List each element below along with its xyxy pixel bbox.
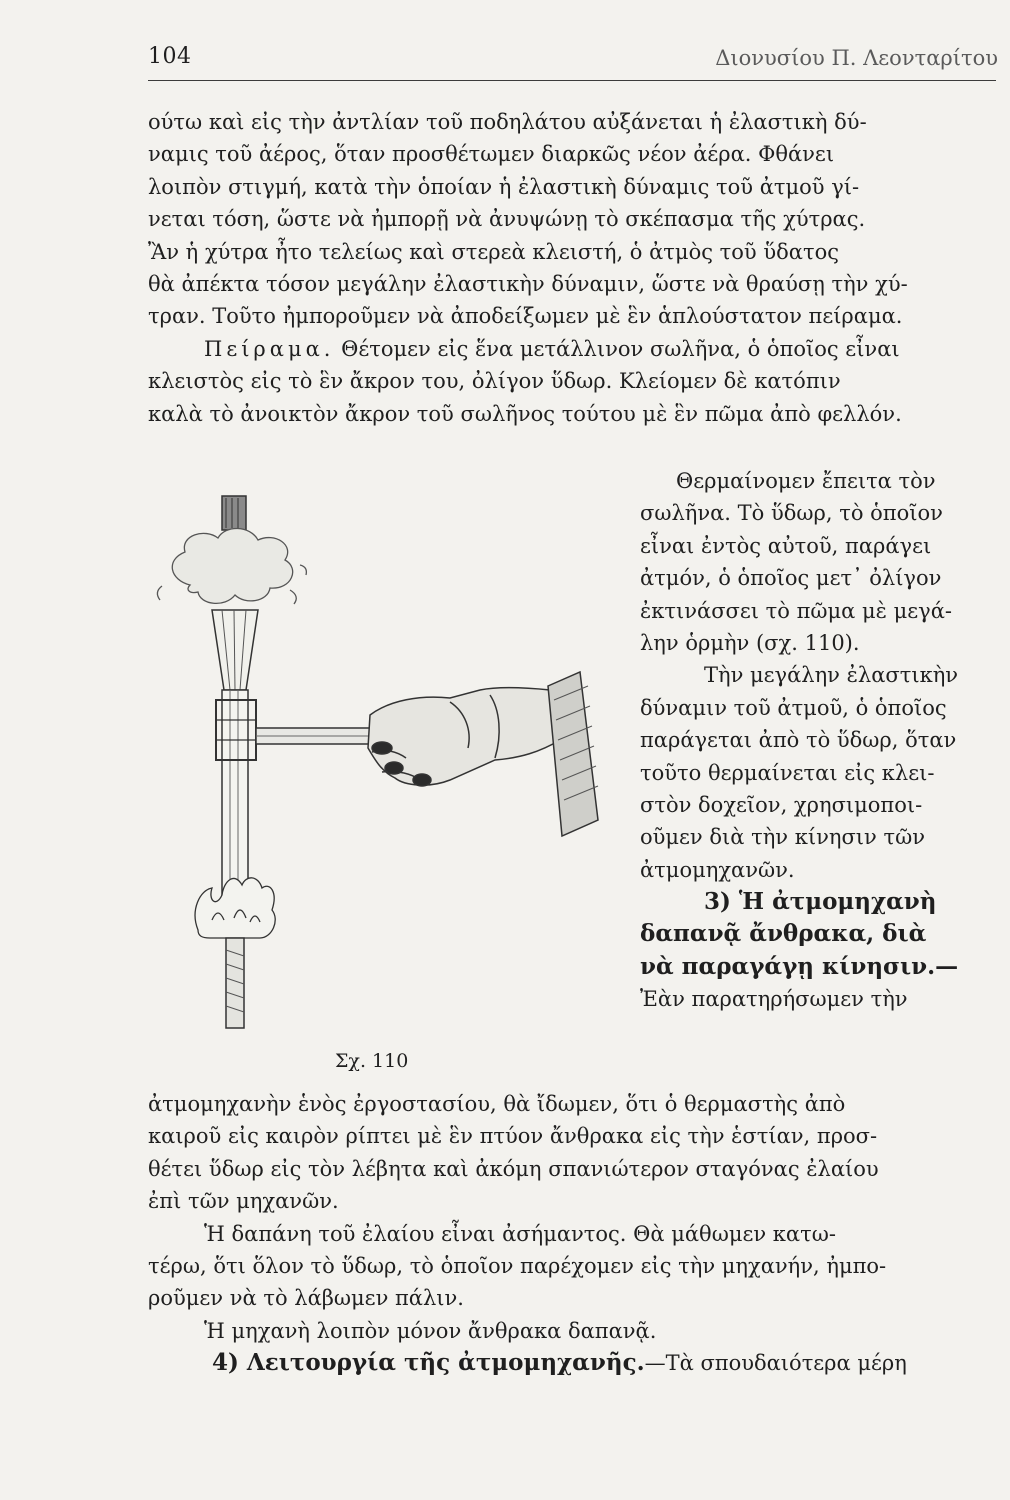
text-line: νεται τόση, ὥστε νὰ ἠμπορῇ νὰ ἀνυψώνῃ τὸ σκέπασμα τῆς χύτρας. bbox=[148, 207, 866, 232]
burner-wick bbox=[226, 938, 244, 1028]
text-line: σωλῆνα. Τὸ ὕδωρ, τὸ ὁποῖον bbox=[640, 501, 943, 526]
section-4-text: —Τὰ σπουδαιότερα μέρη bbox=[644, 1351, 907, 1376]
text-line: τραν. Τοῦτο ἠμποροῦμεν νὰ ἀποδείξωμεν μὲ ἓν ἁπλούστατον πείραμα. bbox=[148, 304, 903, 329]
text-line: παράγεται ἀπὸ τὸ ὕδωρ, ὅταν bbox=[640, 728, 957, 753]
sleeve-cuff bbox=[548, 672, 598, 836]
metal-tube bbox=[222, 690, 248, 910]
page-number: 104 bbox=[148, 44, 192, 69]
text-line: Θερμαίνομεν ἔπειτα τὸν bbox=[676, 469, 936, 493]
header-rule bbox=[148, 80, 996, 81]
text-line: δύναμιν τοῦ ἀτμοῦ, ὁ ὁποῖος bbox=[640, 695, 947, 720]
text-line: θέτει ὕδωρ εἰς τὸν λέβητα καὶ ἀκόμη σπανιώτερον σταγόνας ἐλαίου bbox=[148, 1156, 879, 1181]
experiment-line bbox=[148, 333, 1003, 365]
page-header bbox=[148, 44, 998, 78]
text-line: κλειστὸς εἰς τὸ ἓν ἄκρον του, ὀλίγον ὕδωρ. Κλείομεν δὲ κατόπιν bbox=[148, 369, 841, 394]
text-line: ούτω καὶ εἰς τὴν ἀντλίαν τοῦ ποδηλάτου αὐξάνεται ἡ ἐλαστικὴ δύ- bbox=[148, 110, 867, 134]
text-line: στὸν δοχεῖον, χρησιμοποι- bbox=[640, 792, 923, 817]
text-line: λην ὁρμὴν (σχ. 110). bbox=[640, 630, 860, 655]
steam-tube-illustration bbox=[150, 490, 620, 1040]
steam-cloud-icon bbox=[157, 528, 306, 604]
section-4-line bbox=[148, 1347, 1003, 1379]
text-line: εἶναι ἐντὸς αὐτοῦ, παράγει bbox=[640, 533, 932, 558]
side-column bbox=[640, 465, 1005, 1016]
text-line: ναμις τοῦ ἀέρος, ὅταν προσθέτωμεν διαρκῶς νέον ἀέρα. Φθάνει bbox=[148, 142, 835, 167]
text-line: ἀτμομηχανῶν. bbox=[640, 857, 795, 882]
section-3-heading: δαπανᾷ ἄνθρακα, διὰ bbox=[640, 920, 927, 948]
intro-paragraph bbox=[148, 106, 1003, 430]
text-line: Τὴν μεγάλην ἐλαστικὴν bbox=[704, 663, 959, 688]
text-line: θὰ ἀπέκτα τόσον μεγάλην ἐλαστικὴν δύναμιν, ὥστε νὰ θραύσῃ τὴν χύ- bbox=[148, 271, 908, 296]
text-line: ροῦμεν νὰ τὸ λάβωμεν πάλιν. bbox=[148, 1286, 464, 1311]
cork-icon bbox=[222, 496, 246, 530]
holder-rod bbox=[256, 728, 376, 744]
flame-icon bbox=[195, 878, 275, 938]
section-3-heading: νὰ παραγάγῃ κίνησιν.— bbox=[640, 952, 959, 980]
text-line: Ἂν ἡ χύτρα ἦτο τελείως καὶ στερεὰ κλειστή, ὁ ἀτμὸς τοῦ ὕδατος bbox=[148, 239, 839, 264]
section-4-heading: 4) Λειτουργία τῆς ἀτμομηχανῆς. bbox=[212, 1349, 645, 1377]
text-line: Ἐὰν παρατηρήσωμεν τὴν bbox=[640, 987, 908, 1012]
text-line: λοιπὸν στιγμή, κατὰ τὴν ὁποίαν ἡ ἐλαστικὴ δύναμις τοῦ ἀτμοῦ γί- bbox=[148, 174, 860, 199]
text-line: Ἡ δαπάνη τοῦ ἐλαίου εἶναι ἀσήμαντος. Θὰ μάθωμεν κατω- bbox=[204, 1221, 836, 1246]
hand-icon bbox=[368, 688, 560, 786]
figure-caption: Σχ. 110 bbox=[335, 1050, 409, 1072]
running-head: Διονυσίου Π. Λεονταρίτου bbox=[715, 46, 998, 70]
text-line: καιροῦ εἰς καιρὸν ρίπτει μὲ ἓν πτύον ἄνθρακα εἰς τὴν ἑστίαν, προσ- bbox=[148, 1124, 878, 1149]
text-line: οῦμεν διὰ τὴν κίνησιν τῶν bbox=[640, 825, 925, 850]
text-line: ἀτμομηχανὴν ἑνὸς ἐργοστασίου, θὰ ἴδωμεν, ὅτι ὁ θερμαστὴς ἀπὸ bbox=[148, 1092, 846, 1116]
experiment-label: Πείραμα. bbox=[204, 336, 335, 361]
experiment-text: Θέτομεν εἰς ἕνα μετάλλινον σωλῆνα, ὁ ὁποῖος εἶναι bbox=[334, 336, 900, 361]
lower-paragraph bbox=[148, 1088, 1003, 1380]
text-line: ἐπὶ τῶν μηχανῶν. bbox=[148, 1189, 339, 1214]
text-line: ἐκτινάσσει τὸ πῶμα μὲ μεγά- bbox=[640, 598, 952, 623]
text-line: Ἡ μηχανὴ λοιπὸν μόνον ἄνθρακα δαπανᾷ. bbox=[204, 1318, 657, 1343]
text-line: καλὰ τὸ ἀνοικτὸν ἄκρον τοῦ σωλῆνος τούτου μὲ ἓν πῶμα ἀπὸ φελλόν. bbox=[148, 401, 902, 426]
text-line: τέρω, ὅτι ὅλον τὸ ὕδωρ, τὸ ὁποῖον παρέχομεν εἰς τὴν μηχανήν, ἠμπο- bbox=[148, 1253, 887, 1278]
text-line: τοῦτο θερμαίνεται εἰς κλει- bbox=[640, 760, 935, 785]
text-line: ἀτμόν, ὁ ὁποῖος μετ᾽ ὀλίγον bbox=[640, 566, 942, 591]
section-3-heading: 3) Ἡ ἀτμομηχανὴ bbox=[704, 888, 937, 916]
